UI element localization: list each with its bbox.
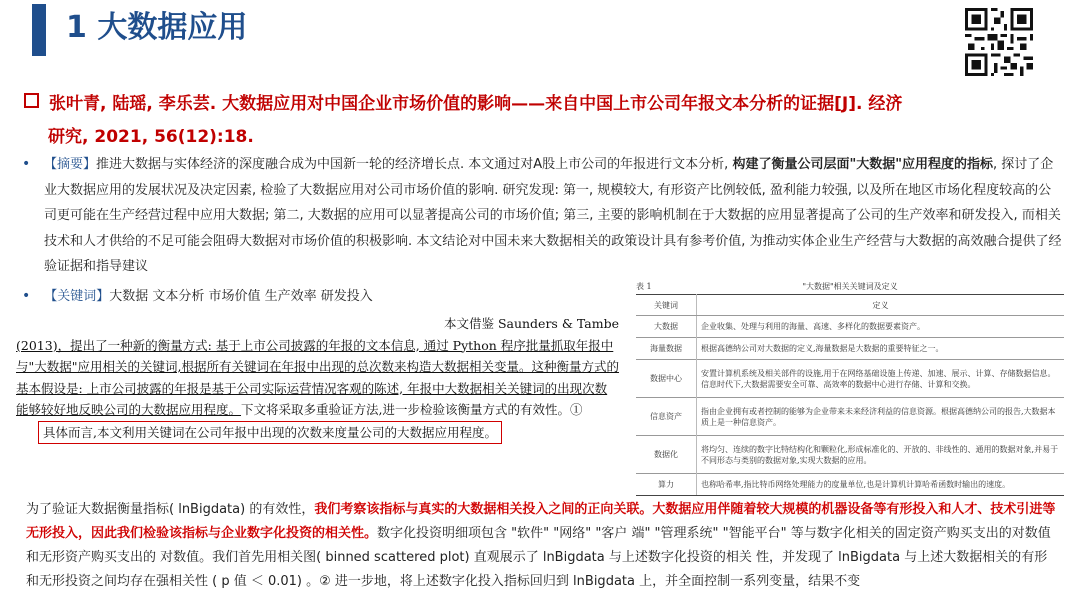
keywords-block <box>22 284 622 309</box>
reference-line-2: 研究, 2021, 56(12):18. <box>48 127 254 147</box>
table-cell-term: 海量数据 <box>636 338 697 360</box>
table-header-definition: 定义 <box>697 295 1065 316</box>
reference-line-1: 张叶青, 陆瑶, 李乐芸. 大数据应用对中国企业市场价值的影响——来自中国上市公司年报文本分析的证据[J]. 经济 <box>49 94 903 114</box>
keywords-tag: 【关键词】 <box>44 289 110 304</box>
table-row <box>636 360 1064 398</box>
abstract-block <box>22 152 1062 280</box>
table-cell-term: 数据中心 <box>636 360 697 398</box>
excerpt-highlight-box: 具体而言,本文利用关键词在公司年报中出现的次数来度量公司的大数据应用程度。 <box>38 421 502 445</box>
bottom-text-highlight: 我们考察该指标与真实的大数据相关投入之间的正向关联。大数据应用伴随着较大规模的机器设备等有形投入和人才、技术引进等无形投入，因此我们检验该指标与企业数字化投资的相关性。 <box>26 502 1056 541</box>
abstract-bold: 构建了衡量公司层面"大数据"应用程度的指标 <box>732 157 993 172</box>
table-cell-def: 将均匀、连续的数字比特结构化和颗粒化,形成标准化的、开放的、非线性的、通用的数据对象,并易于不同形态与类别的数据对象,实现大数据的应用。 <box>697 436 1065 474</box>
table-header-term: 关键词 <box>636 295 697 316</box>
table-cell-def: 安置计算机系统及相关部件的设施,用于在网络基础设施上传递、加速、展示、计算、存储数据信息。信息时代下,大数据需要安全可靠、高效率的数据中心进行存储、计算和交换。 <box>697 360 1065 398</box>
table-label: 表 1 <box>636 282 652 291</box>
abstract-text-1: 推进大数据与实体经济的深度融合成为中国新一轮的经济增长点. 本文通过对A股上市公司的年报进行文本分析, <box>96 157 733 172</box>
bullet-icon: • <box>22 288 31 304</box>
excerpt-underlined: (2013)，提出了一种新的衡量方式: 基于上市公司披露的年报的文本信息, 通过 Python 程序批量抓取年报中与"大数据"应用相关的关键词,根据所有关键词在年报中出现的总次数来构造大数据相关变量。这种衡量方式的基本假设是: 上市公司披露的年报是基于公司实际运营情况客观的陈述, 年报中大数据相关关键词的出现次数能够较好地反映公司的大数据应用程度。 <box>16 337 619 417</box>
page-title: 1 大数据应用 <box>66 10 248 45</box>
table-cell-def: 也称哈希率,指比特币网络处理能力的度量单位,也是计算机计算哈希函数时输出的速度。 <box>697 474 1065 496</box>
bottom-paragraph <box>26 498 1056 594</box>
excerpt-first-line: 本文借鉴 Saunders & Tambe <box>443 316 619 331</box>
table-cell-def: 根据高德纳公司对大数据的定义,海量数据是大数据的重要特征之一。 <box>697 338 1065 360</box>
table-row <box>636 474 1064 496</box>
bullet-icon: • <box>22 156 31 172</box>
table-cell-term: 大数据 <box>636 316 697 338</box>
excerpt-tail: 下文将采取多重验证方法,进一步检验该衡量方式的有效性。① <box>241 402 583 417</box>
bottom-text-2: 数字化投资明细项包含 "软件" "网络" "客户 端" "管理系统" "智能平台" 等与数字化相关的固定资产购买支出的对数值和无形资产购买支出的 对数值。我们首先用相关图( binned scattered plot) 直观展示了 lnBigdata 与上述数字化投资的相关 性，并发现了 lnBigdata 与上述大数据相关的有形和无形投资之间均存在强相关性 ( p 值 ＜ 0.01) 。② 进一步地，将上述数字化投入指标回归到 lnBigdata 上，并全面控制一系列变量，结果不变 <box>26 526 1051 589</box>
table-cell-def: 企业收集、处理与利用的海量、高速、多样化的数据要素资产。 <box>697 316 1065 338</box>
table-row <box>636 398 1064 436</box>
table-cell-term: 算力 <box>636 474 697 496</box>
table-cell-term: 数据化 <box>636 436 697 474</box>
paper-excerpt <box>16 313 619 444</box>
table-cell-def: 指由企业拥有或者控制的能够为企业带来未来经济利益的信息资源。根据高德纳公司的报告,大数据本质上是一种信息资产。 <box>697 398 1065 436</box>
keywords-text: 大数据 文本分析 市场价值 生产效率 研发投入 <box>109 289 373 304</box>
table-row <box>636 316 1064 338</box>
abstract-text-2: , 探讨了企业大数据应用的发展状况及决定因素, 检验了大数据应用对公司市场价值的影响. 研究发现: 第一, 规模较大, 有形资产比例较低, 盈利能力较强, 以及所在地区市场化程度较高的公司更可能在生产经营过程中应用大数据; 第二, 大数据的应用可以显著提高公司的市场价值; 第三, 主要的影响机制在于大数据的应用显著提高了公司的生产效率和研发投入, 而相关技术和人才供给的不足可能会阻碍大数据对市场价值的积极影响. 本文结论对中国未来大数据相关的政策设计具有参考价值, 为推动实体企业生产经营与大数据的高效融合提供了经验证据和指导建议 <box>44 157 1062 274</box>
reference-citation <box>24 88 1060 154</box>
qr-code-icon <box>964 8 1034 76</box>
table-title: "大数据"相关关键词及定义 <box>802 282 898 291</box>
table-row <box>636 338 1064 360</box>
table-cell-term: 信息资产 <box>636 398 697 436</box>
title-accent-bar <box>32 4 46 56</box>
abstract-tag: 【摘要】 <box>44 157 97 172</box>
bottom-text-1: 为了验证大数据衡量指标( lnBigdata) 的有效性， <box>26 502 315 517</box>
keyword-table <box>636 278 1064 496</box>
table-row <box>636 436 1064 474</box>
square-bullet-icon <box>24 93 39 108</box>
